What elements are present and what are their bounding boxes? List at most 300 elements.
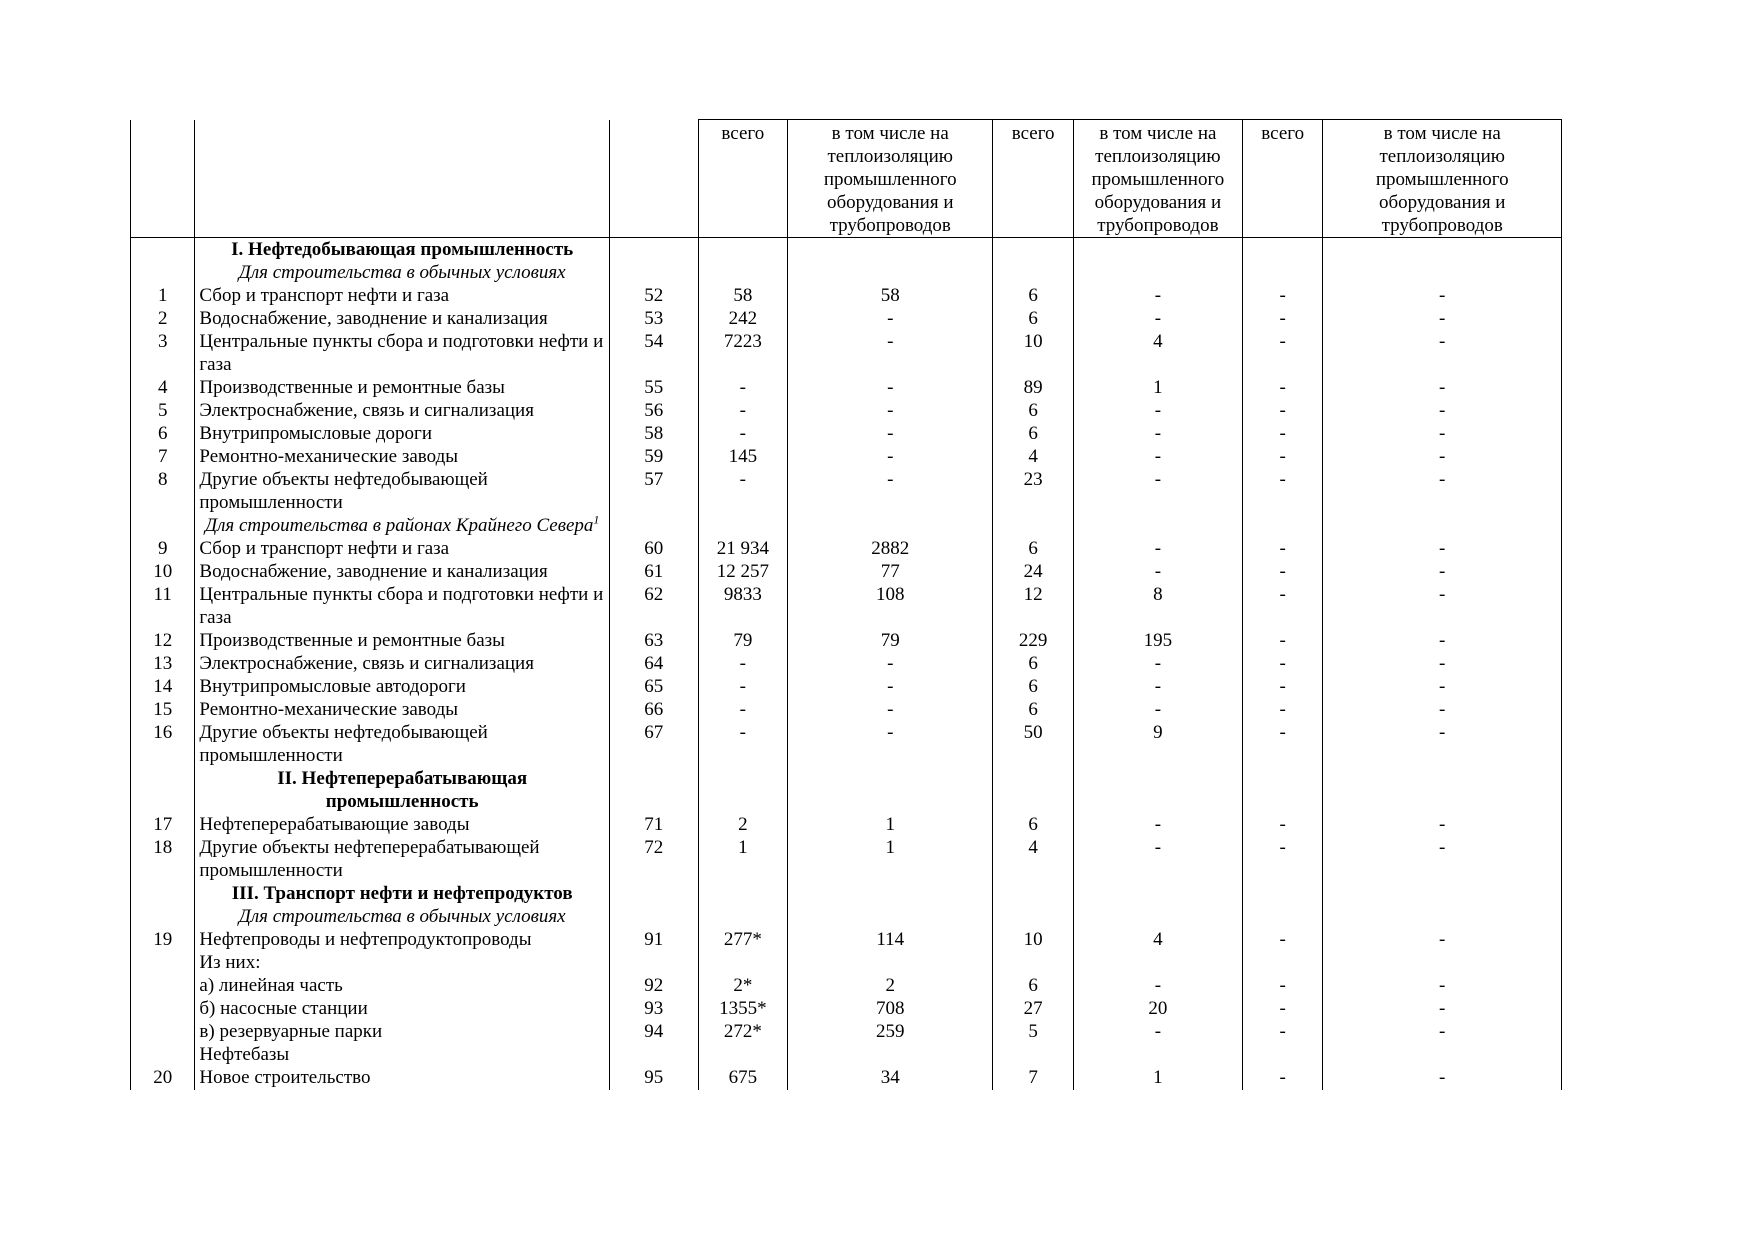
table-row (131, 399, 1562, 422)
header-cell-code (609, 120, 698, 238)
empty-cell (1242, 905, 1323, 928)
table-row (131, 721, 1562, 767)
row-insulation-1-cell: 114 (788, 928, 993, 951)
row-code-cell: 93 (609, 997, 698, 1020)
row-insulation-1-cell: - (788, 376, 993, 399)
row-insulation-2-cell: 4 (1073, 928, 1242, 951)
subsection-title (195, 514, 610, 537)
empty-cell (1242, 261, 1323, 284)
row-insulation-2-cell: - (1073, 445, 1242, 468)
empty-cell (609, 238, 698, 262)
row-insulation-2-cell: - (1073, 836, 1242, 882)
row-name-cell: Водоснабжение, заводнение и канализация (195, 307, 610, 330)
row-insulation-1-cell: - (788, 330, 993, 376)
subsection-title (195, 261, 610, 284)
row-total-1-cell (698, 951, 788, 974)
row-name-cell: Производственные и ремонтные базы (195, 376, 610, 399)
row-total-3-cell: - (1242, 652, 1323, 675)
empty-cell (609, 514, 698, 537)
empty-cell (131, 905, 195, 928)
row-insulation-3-cell: - (1323, 836, 1562, 882)
row-total-3-cell: - (1242, 330, 1323, 376)
row-total-2-cell: 4 (993, 836, 1074, 882)
row-number-cell: 5 (131, 399, 195, 422)
row-code-cell: 67 (609, 721, 698, 767)
row-total-1-cell: 1355* (698, 997, 788, 1020)
row-insulation-1-cell: 1 (788, 836, 993, 882)
row-insulation-2-cell: - (1073, 698, 1242, 721)
row-name-cell: Из них: (195, 951, 610, 974)
row-insulation-2-cell: - (1073, 813, 1242, 836)
table-row (131, 997, 1562, 1020)
empty-cell (993, 238, 1074, 262)
row-total-3-cell: - (1242, 813, 1323, 836)
empty-cell (131, 882, 195, 905)
row-insulation-1-cell: 34 (788, 1066, 993, 1090)
empty-cell (1323, 905, 1562, 928)
row-total-1-cell: - (698, 698, 788, 721)
empty-cell (993, 905, 1074, 928)
row-name-cell: б) насосные станции (195, 997, 610, 1020)
row-total-2-cell: 7 (993, 1066, 1074, 1090)
row-code-cell: 65 (609, 675, 698, 698)
row-insulation-1-cell (788, 951, 993, 974)
row-number-cell: 12 (131, 629, 195, 652)
row-code-cell: 61 (609, 560, 698, 583)
row-code-cell: 66 (609, 698, 698, 721)
row-total-3-cell: - (1242, 721, 1323, 767)
row-name-cell: Нефтебазы (195, 1043, 610, 1066)
row-number-cell: 7 (131, 445, 195, 468)
table-row (131, 974, 1562, 997)
row-total-2-cell: 6 (993, 307, 1074, 330)
header-cell-number (131, 120, 195, 238)
empty-cell (788, 882, 993, 905)
empty-cell (1242, 238, 1323, 262)
empty-cell (1323, 514, 1562, 537)
empty-cell (1073, 514, 1242, 537)
row-total-2-cell: 5 (993, 1020, 1074, 1043)
row-total-3-cell: - (1242, 445, 1323, 468)
table-row (131, 468, 1562, 514)
row-total-3-cell: - (1242, 284, 1323, 307)
section-title (195, 238, 610, 262)
row-insulation-1-cell: - (788, 445, 993, 468)
row-number-cell: 13 (131, 652, 195, 675)
empty-cell (698, 514, 788, 537)
row-insulation-3-cell: - (1323, 284, 1562, 307)
row-total-1-cell: 675 (698, 1066, 788, 1090)
table-row (131, 652, 1562, 675)
row-name-cell: Электроснабжение, связь и сигнализация (195, 652, 610, 675)
row-name-cell: Ремонтно-механические заводы (195, 698, 610, 721)
row-name-cell: Новое строительство (195, 1066, 610, 1090)
header-cell-insulation-1: в том числе на теплоизоляцию промышленного оборудования и трубопроводов (788, 120, 993, 238)
row-insulation-1-cell: - (788, 721, 993, 767)
row-total-2-cell: 89 (993, 376, 1074, 399)
row-number-cell: 17 (131, 813, 195, 836)
empty-cell (788, 261, 993, 284)
row-number-cell: 1 (131, 284, 195, 307)
row-name-cell: Внутрипромысловые дороги (195, 422, 610, 445)
row-total-2-cell: 6 (993, 537, 1074, 560)
table-row (131, 1020, 1562, 1043)
empty-cell (1073, 767, 1242, 813)
row-insulation-2-cell: - (1073, 422, 1242, 445)
row-total-1-cell: - (698, 399, 788, 422)
empty-cell (993, 767, 1074, 813)
row-name-cell: Центральные пункты сбора и подготовки нефти и газа (195, 583, 610, 629)
table-row (131, 284, 1562, 307)
row-insulation-2-cell: 9 (1073, 721, 1242, 767)
row-insulation-1-cell: 259 (788, 1020, 993, 1043)
row-insulation-1-cell: - (788, 468, 993, 514)
row-total-1-cell: 277* (698, 928, 788, 951)
row-total-3-cell: - (1242, 307, 1323, 330)
row-name-cell: Другие объекты нефтеперерабатывающей промышленности (195, 836, 610, 882)
row-total-3-cell: - (1242, 422, 1323, 445)
section-title (195, 767, 610, 813)
row-total-3-cell: - (1242, 997, 1323, 1020)
row-total-1-cell: 12 257 (698, 560, 788, 583)
row-number-cell: 4 (131, 376, 195, 399)
row-total-2-cell: 229 (993, 629, 1074, 652)
row-total-1-cell: - (698, 675, 788, 698)
empty-cell (1323, 261, 1562, 284)
row-number-cell: 6 (131, 422, 195, 445)
row-name-cell: Сбор и транспорт нефти и газа (195, 284, 610, 307)
row-code-cell: 52 (609, 284, 698, 307)
row-insulation-2-cell (1073, 1043, 1242, 1066)
row-insulation-3-cell: - (1323, 652, 1562, 675)
empty-cell (993, 261, 1074, 284)
row-code-cell: 94 (609, 1020, 698, 1043)
row-code-cell (609, 1043, 698, 1066)
table-row (131, 1066, 1562, 1090)
row-name-cell: Нефтеперерабатывающие заводы (195, 813, 610, 836)
section-header-row (131, 882, 1562, 905)
row-number-cell (131, 1020, 195, 1043)
row-total-3-cell: - (1242, 1066, 1323, 1090)
row-total-2-cell: 6 (993, 675, 1074, 698)
row-name-cell: Сбор и транспорт нефти и газа (195, 537, 610, 560)
table-row (131, 376, 1562, 399)
row-insulation-3-cell (1323, 1043, 1562, 1066)
row-number-cell: 14 (131, 675, 195, 698)
row-total-1-cell: 21 934 (698, 537, 788, 560)
row-insulation-1-cell: 2 (788, 974, 993, 997)
row-insulation-3-cell: - (1323, 997, 1562, 1020)
row-insulation-3-cell: - (1323, 1066, 1562, 1090)
row-name-cell: в) резервуарные парки (195, 1020, 610, 1043)
table-row (131, 951, 1562, 974)
row-insulation-2-cell: - (1073, 307, 1242, 330)
row-total-2-cell: 6 (993, 813, 1074, 836)
empty-cell (698, 767, 788, 813)
table-row (131, 698, 1562, 721)
row-insulation-3-cell: - (1323, 330, 1562, 376)
row-total-2-cell: 6 (993, 399, 1074, 422)
row-total-1-cell: 2* (698, 974, 788, 997)
row-code-cell: 62 (609, 583, 698, 629)
row-insulation-2-cell: - (1073, 537, 1242, 560)
title-text: I. Нефтедобывающая промышленность (231, 239, 574, 260)
section-title (195, 882, 610, 905)
row-total-2-cell: 6 (993, 284, 1074, 307)
empty-cell (1073, 905, 1242, 928)
row-total-2-cell: 27 (993, 997, 1074, 1020)
row-number-cell: 9 (131, 537, 195, 560)
row-total-3-cell: - (1242, 629, 1323, 652)
header-cell-total-1: всего (698, 120, 788, 238)
row-code-cell: 71 (609, 813, 698, 836)
row-insulation-1-cell: - (788, 307, 993, 330)
row-insulation-1-cell (788, 1043, 993, 1066)
title-text: Для строительства в обычных условиях (238, 262, 566, 283)
row-name-cell: Электроснабжение, связь и сигнализация (195, 399, 610, 422)
table-row (131, 583, 1562, 629)
row-insulation-1-cell: - (788, 652, 993, 675)
table-row (131, 422, 1562, 445)
row-total-2-cell: 6 (993, 422, 1074, 445)
row-total-2-cell (993, 1043, 1074, 1066)
row-insulation-2-cell: 1 (1073, 1066, 1242, 1090)
table-row (131, 836, 1562, 882)
row-name-cell: Ремонтно-механические заводы (195, 445, 610, 468)
row-insulation-3-cell: - (1323, 307, 1562, 330)
table-row (131, 813, 1562, 836)
table-row (131, 537, 1562, 560)
row-insulation-2-cell (1073, 951, 1242, 974)
row-total-2-cell: 6 (993, 698, 1074, 721)
row-total-1-cell: 242 (698, 307, 788, 330)
title-text: II. Нефтеперерабатывающая промышленность (277, 768, 528, 812)
row-name-cell: Водоснабжение, заводнение и канализация (195, 560, 610, 583)
row-name-cell: Центральные пункты сбора и подготовки нефти и газа (195, 330, 610, 376)
row-total-2-cell: 10 (993, 928, 1074, 951)
row-total-2-cell: 6 (993, 974, 1074, 997)
row-insulation-3-cell: - (1323, 928, 1562, 951)
row-total-3-cell: - (1242, 928, 1323, 951)
row-total-3-cell: - (1242, 675, 1323, 698)
row-code-cell: 92 (609, 974, 698, 997)
row-total-1-cell: 7223 (698, 330, 788, 376)
row-total-1-cell: 1 (698, 836, 788, 882)
row-total-1-cell: 9833 (698, 583, 788, 629)
empty-cell (1323, 882, 1562, 905)
table-row (131, 307, 1562, 330)
row-code-cell: 53 (609, 307, 698, 330)
row-insulation-3-cell: - (1323, 445, 1562, 468)
row-total-3-cell: - (1242, 560, 1323, 583)
row-insulation-3-cell: - (1323, 721, 1562, 767)
empty-cell (131, 514, 195, 537)
row-insulation-3-cell: - (1323, 399, 1562, 422)
header-cell-insulation-3: в том числе на теплоизоляцию промышленного оборудования и трубопроводов (1323, 120, 1562, 238)
table-row (131, 560, 1562, 583)
row-insulation-3-cell: - (1323, 376, 1562, 399)
empty-cell (698, 882, 788, 905)
row-total-2-cell: 10 (993, 330, 1074, 376)
title-text: III. Транспорт нефти и нефтепродуктов (231, 883, 573, 904)
row-number-cell: 16 (131, 721, 195, 767)
row-name-cell: Другие объекты нефтедобывающей промышленности (195, 721, 610, 767)
row-code-cell: 60 (609, 537, 698, 560)
row-number-cell (131, 951, 195, 974)
section-header-row (131, 767, 1562, 813)
row-insulation-3-cell: - (1323, 560, 1562, 583)
row-insulation-2-cell: 1 (1073, 376, 1242, 399)
row-insulation-1-cell: 2882 (788, 537, 993, 560)
row-total-2-cell: 50 (993, 721, 1074, 767)
row-insulation-3-cell: - (1323, 583, 1562, 629)
row-insulation-1-cell: 79 (788, 629, 993, 652)
row-name-cell: Производственные и ремонтные базы (195, 629, 610, 652)
row-insulation-2-cell: - (1073, 284, 1242, 307)
empty-cell (788, 767, 993, 813)
subsection-header-row (131, 514, 1562, 537)
row-total-3-cell (1242, 951, 1323, 974)
empty-cell (1073, 238, 1242, 262)
row-insulation-3-cell: - (1323, 974, 1562, 997)
row-insulation-1-cell: - (788, 399, 993, 422)
empty-cell (609, 261, 698, 284)
row-number-cell: 8 (131, 468, 195, 514)
row-code-cell: 57 (609, 468, 698, 514)
row-total-3-cell: - (1242, 468, 1323, 514)
row-insulation-2-cell: - (1073, 675, 1242, 698)
footnote-mark: 1 (593, 512, 600, 527)
row-insulation-2-cell: - (1073, 1020, 1242, 1043)
row-insulation-3-cell: - (1323, 698, 1562, 721)
empty-cell (1242, 882, 1323, 905)
row-number-cell: 19 (131, 928, 195, 951)
row-number-cell: 20 (131, 1066, 195, 1090)
row-total-1-cell: 145 (698, 445, 788, 468)
empty-cell (1073, 261, 1242, 284)
subsection-title (195, 905, 610, 928)
row-number-cell: 3 (131, 330, 195, 376)
row-number-cell: 18 (131, 836, 195, 882)
table-body (131, 238, 1562, 1091)
empty-cell (1073, 882, 1242, 905)
row-total-1-cell: 58 (698, 284, 788, 307)
empty-cell (698, 238, 788, 262)
row-code-cell: 56 (609, 399, 698, 422)
row-total-3-cell: - (1242, 698, 1323, 721)
row-insulation-3-cell: - (1323, 1020, 1562, 1043)
header-row (131, 120, 1562, 238)
row-insulation-3-cell: - (1323, 813, 1562, 836)
header-cell-name (195, 120, 610, 238)
row-insulation-1-cell: - (788, 422, 993, 445)
row-total-3-cell: - (1242, 376, 1323, 399)
row-insulation-2-cell: 20 (1073, 997, 1242, 1020)
norms-table (130, 119, 1562, 1090)
row-total-2-cell: 4 (993, 445, 1074, 468)
row-insulation-3-cell (1323, 951, 1562, 974)
row-insulation-3-cell: - (1323, 537, 1562, 560)
empty-cell (131, 261, 195, 284)
row-total-3-cell (1242, 1043, 1323, 1066)
header-cell-total-2: всего (993, 120, 1074, 238)
section-header-row (131, 238, 1562, 262)
row-insulation-2-cell: - (1073, 974, 1242, 997)
row-total-3-cell: - (1242, 399, 1323, 422)
row-insulation-3-cell: - (1323, 422, 1562, 445)
row-insulation-2-cell: - (1073, 560, 1242, 583)
row-number-cell (131, 1043, 195, 1066)
row-total-2-cell: 24 (993, 560, 1074, 583)
table-row (131, 445, 1562, 468)
empty-cell (788, 905, 993, 928)
table-row (131, 1043, 1562, 1066)
row-number-cell: 10 (131, 560, 195, 583)
row-total-2-cell (993, 951, 1074, 974)
row-total-1-cell: - (698, 468, 788, 514)
row-total-1-cell: 2 (698, 813, 788, 836)
row-number-cell (131, 997, 195, 1020)
row-insulation-1-cell: 708 (788, 997, 993, 1020)
empty-cell (788, 238, 993, 262)
empty-cell (698, 905, 788, 928)
row-code-cell (609, 951, 698, 974)
row-total-2-cell: 6 (993, 652, 1074, 675)
row-name-cell: а) линейная часть (195, 974, 610, 997)
header-cell-insulation-2: в том числе на теплоизоляцию промышленного оборудования и трубопроводов (1073, 120, 1242, 238)
row-code-cell: 63 (609, 629, 698, 652)
row-insulation-1-cell: 1 (788, 813, 993, 836)
header-cell-total-3: всего (1242, 120, 1323, 238)
subsection-header-row (131, 905, 1562, 928)
table-row (131, 675, 1562, 698)
row-insulation-2-cell: - (1073, 399, 1242, 422)
row-insulation-2-cell: 8 (1073, 583, 1242, 629)
title-text: Для строительства в обычных условиях (238, 906, 566, 927)
row-code-cell: 54 (609, 330, 698, 376)
row-name-cell: Нефтепроводы и нефтепродуктопроводы (195, 928, 610, 951)
row-total-1-cell: 272* (698, 1020, 788, 1043)
row-code-cell: 58 (609, 422, 698, 445)
empty-cell (1323, 767, 1562, 813)
table-header (131, 120, 1562, 238)
table-row (131, 928, 1562, 951)
row-code-cell: 95 (609, 1066, 698, 1090)
row-total-3-cell: - (1242, 974, 1323, 997)
row-insulation-3-cell: - (1323, 629, 1562, 652)
row-insulation-1-cell: 77 (788, 560, 993, 583)
empty-cell (131, 238, 195, 262)
table-row (131, 330, 1562, 376)
row-code-cell: 91 (609, 928, 698, 951)
title-text: Для строительства в районах Крайнего Севера (204, 515, 594, 536)
empty-cell (993, 514, 1074, 537)
row-total-2-cell: 23 (993, 468, 1074, 514)
table-row (131, 629, 1562, 652)
empty-cell (609, 882, 698, 905)
empty-cell (993, 882, 1074, 905)
row-code-cell: 59 (609, 445, 698, 468)
row-number-cell: 2 (131, 307, 195, 330)
row-insulation-2-cell: 4 (1073, 330, 1242, 376)
row-insulation-1-cell: 58 (788, 284, 993, 307)
subsection-header-row (131, 261, 1562, 284)
row-insulation-3-cell: - (1323, 468, 1562, 514)
row-code-cell: 64 (609, 652, 698, 675)
row-insulation-1-cell: 108 (788, 583, 993, 629)
row-name-cell: Другие объекты нефтедобывающей промышленности (195, 468, 610, 514)
row-total-1-cell: - (698, 376, 788, 399)
